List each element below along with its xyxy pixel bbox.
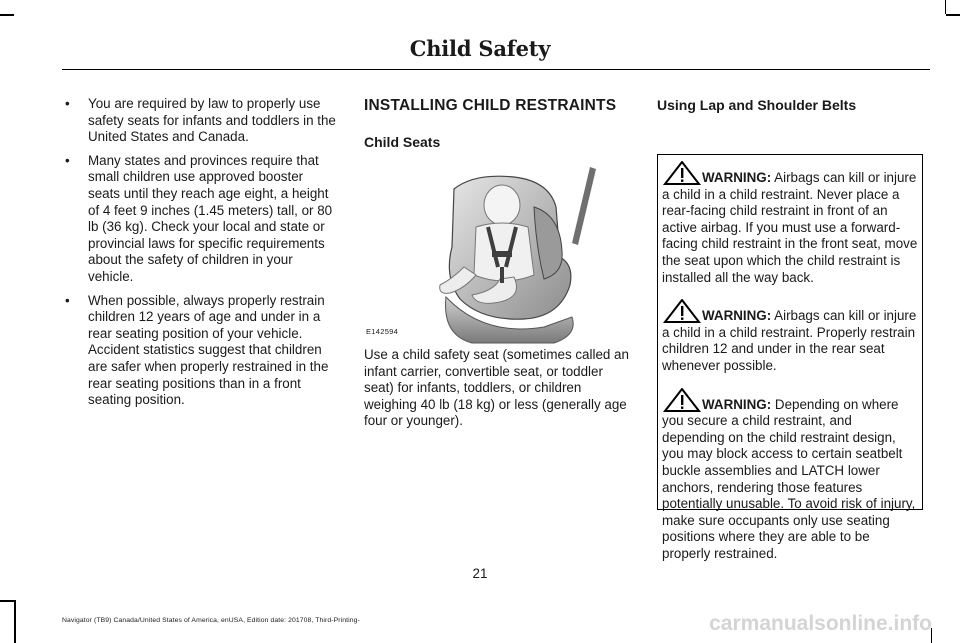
bullet-text: Many states and provinces require that small children use approved booster seats until they reach age eight, a height of 4 feet 9 inches (1.45 meters) tall, or 80 lb (36 kg). Check your local and state or provincial laws for specific requirements about the safety of children in your vehicle. [88,152,333,284]
warning-text: Airbags can kill or injure a child in a child restraint. Properly restrain children 12 and under in the rear seat whenever possible. [662,308,917,373]
column-middle [364,97,636,429]
warning-text: Depending on where you secure a child restraint, and depending on the child restraint design, you may block access to certain seatbelt buckle assemblies and LATCH lower anchors, rendering those features potentially unusable. To avoid risk of injury, make sure occupants only use seating positions where they are able to be properly restrained. [662,396,916,561]
warning-paragraph [662,161,918,286]
column-left [62,96,338,416]
page-number: 21 [472,566,488,581]
column-right [657,97,925,561]
warning-triangle-icon [662,299,702,323]
warning-label: WARNING: [702,170,772,185]
crop-mark [0,14,14,16]
page-title: Child Safety [409,36,551,61]
list-item: • You are required by law to properly use safety seats for infants and toddlers in the United States and Canada. [65,96,336,145]
warning-box [657,154,923,561]
body-paragraph: Use a child safety seat (sometimes called an infant carrier, convertible seat, or toddler seat) for infants, toddlers, or children weighing 40 lb (18 kg) or less (generally age four or younger). [364,347,629,429]
edition-footer: Navigator (TB9) Canada/United States of America, enUSA, Edition date: 201708, Third-Printing- [62,617,360,624]
watermark: carmanualsonline.info [709,612,932,635]
warning-triangle-icon [662,161,702,185]
bullet-list [62,96,338,409]
subsection-heading: Child Seats [364,134,441,150]
bullet-text: When possible, always properly restrain children 12 years of age and under in a rear seating position of your vehicle. Accident statistics suggest that children are safer when properly restrained in the rear seating positions than in a front seating position. [88,292,329,408]
section-heading: Using Lap and Shoulder Belts [657,97,857,113]
section-heading: INSTALLING CHILD RESTRAINTS [364,97,617,114]
child-seat-illustration [364,167,634,349]
warning-label: WARNING: [702,308,772,324]
warning-paragraph [662,299,918,374]
warning-label: WARNING: [702,396,772,412]
child-seat-icon [364,167,634,349]
warning-paragraph [662,388,918,563]
crop-mark [945,0,947,14]
header-divider [62,69,930,70]
warning-text: Airbags can kill or injure a child in a child restraint. Never place a rear-facing child restraint in front of an active airbag. If you must use a forward-facing child restraint in the front seat, move the seat upon which the child restraint is installed all the way back. [662,170,918,285]
crop-mark [0,600,14,602]
warning-triangle-icon [662,388,702,412]
figure-id: E142594 [366,327,399,336]
crop-mark [14,600,16,643]
list-item: • When possible, always properly restrain children 12 years of age and under in a rear seating position of your vehicle. Accident statistics suggest that children are safer when properly restrained in the rear seating positions than in a front seating position. [65,292,329,408]
list-item: • Many states and provinces require that small children use approved booster seats until they reach age eight, a height of 4 feet 9 inches (1.45 meters) tall, or 80 lb (36 kg). Check your local and state or provincial laws for specific requirements about the safety of children in your vehicle. [65,152,333,284]
bullet-text: You are required by law to properly use safety seats for infants and toddlers in the United States and Canada. [88,96,336,145]
crop-mark [946,14,960,16]
